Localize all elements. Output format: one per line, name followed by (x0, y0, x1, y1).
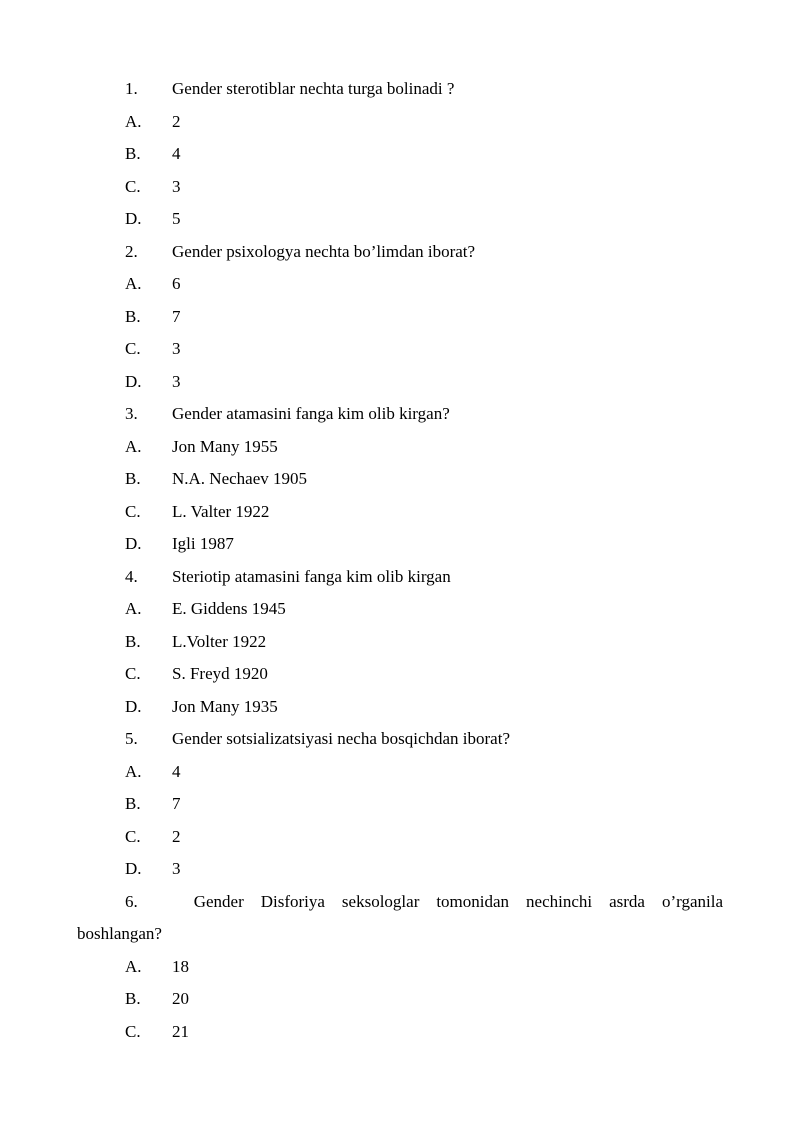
option-letter: B. (125, 631, 141, 651)
question-text: Gender atamasini fanga kim olib kirgan? (172, 404, 450, 423)
option-letter: A. (125, 111, 142, 131)
question-text: Gender sotsializatsiyasi necha bosqichdan iborat? (172, 729, 510, 748)
option-letter: A. (125, 436, 142, 456)
option-letter: A. (125, 956, 142, 976)
option-text: L. Valter 1922 (172, 501, 270, 521)
option-letter: D. (125, 859, 142, 878)
option-letter: C. (125, 1021, 141, 1041)
option-letter: B. (125, 144, 141, 163)
option-letter: D. (125, 696, 142, 716)
option-1-d (0, 203, 800, 236)
option-text: Jon Many 1935 (172, 696, 278, 716)
option-4-a (0, 593, 800, 626)
option-text: 6 (172, 274, 181, 293)
option-5-d (0, 853, 800, 886)
option-text: 3 (172, 859, 181, 878)
question-text: Gender Disforiya seksologlar tomonidan nechinchi asrda o’rganila (193, 891, 723, 911)
question-1 (0, 73, 800, 106)
question-number: 5. (125, 729, 138, 748)
option-1-b (0, 138, 800, 171)
question-3 (0, 398, 800, 431)
option-letter: A. (125, 761, 142, 781)
option-text: 20 (172, 989, 189, 1008)
option-5-c (0, 821, 800, 854)
option-4-b (0, 626, 800, 659)
option-text: Jon Many 1955 (172, 436, 278, 456)
option-2-d (0, 366, 800, 399)
option-letter: B. (125, 794, 141, 813)
option-text: 4 (172, 761, 181, 781)
option-text: 2 (172, 111, 181, 131)
option-text: N.A. Nechaev 1905 (172, 469, 308, 488)
question-text-line-2: boshlangan? (77, 924, 162, 943)
option-2-a (0, 268, 800, 301)
option-1-a (0, 106, 800, 139)
option-2-b (0, 301, 800, 334)
question-number: 2. (125, 241, 138, 261)
option-letter: D. (125, 371, 142, 391)
option-text: L.Volter 1922 (172, 631, 267, 651)
option-text: 3 (172, 176, 181, 196)
option-3-b (0, 463, 800, 496)
option-text: 3 (172, 371, 181, 391)
question-number: 3. (125, 404, 138, 423)
option-6-a (0, 951, 800, 984)
option-6-b (0, 983, 800, 1016)
option-text: 18 (172, 956, 189, 976)
question-text: Steriotip atamasini fanga kim olib kirgan (172, 566, 451, 586)
option-letter: C. (125, 826, 141, 846)
question-4 (0, 561, 800, 594)
option-3-d (0, 528, 800, 561)
option-letter: B. (125, 469, 141, 488)
question-number: 4. (125, 566, 138, 586)
option-3-c (0, 496, 800, 529)
option-text: 21 (172, 1021, 189, 1041)
option-letter: B. (125, 989, 141, 1008)
option-5-a (0, 756, 800, 789)
option-4-d (0, 691, 800, 724)
question-number: 1. (125, 79, 138, 98)
question-text: Gender sterotiblar nechta turga bolinadi ? (172, 79, 455, 98)
option-text: 5 (172, 209, 181, 228)
option-text: 3 (172, 339, 181, 358)
question-5 (0, 723, 800, 756)
option-text: 7 (172, 306, 181, 326)
question-text-line-1 (125, 886, 723, 919)
option-1-c (0, 171, 800, 204)
option-letter: C. (125, 339, 141, 358)
option-letter: A. (125, 599, 142, 618)
option-letter: C. (125, 176, 141, 196)
option-5-b (0, 788, 800, 821)
question-6 (0, 886, 800, 951)
option-text: 7 (172, 794, 181, 813)
option-text: E. Giddens 1945 (172, 599, 286, 618)
question-text: Gender psixologya nechta bo’limdan iborat? (172, 241, 476, 261)
option-letter: B. (125, 306, 141, 326)
question-number: 6. (125, 891, 138, 911)
option-6-c (0, 1016, 800, 1049)
option-letter: A. (125, 274, 142, 293)
option-letter: C. (125, 501, 141, 521)
option-2-c (0, 333, 800, 366)
option-3-a (0, 431, 800, 464)
option-letter: C. (125, 664, 141, 683)
option-text: S. Freyd 1920 (172, 664, 268, 683)
question-2 (0, 236, 800, 269)
option-text: Igli 1987 (172, 534, 234, 553)
option-text: 2 (172, 826, 181, 846)
option-4-c (0, 658, 800, 691)
quiz-content (0, 73, 800, 1048)
option-letter: D. (125, 209, 142, 228)
option-letter: D. (125, 534, 142, 553)
option-text: 4 (172, 144, 181, 163)
